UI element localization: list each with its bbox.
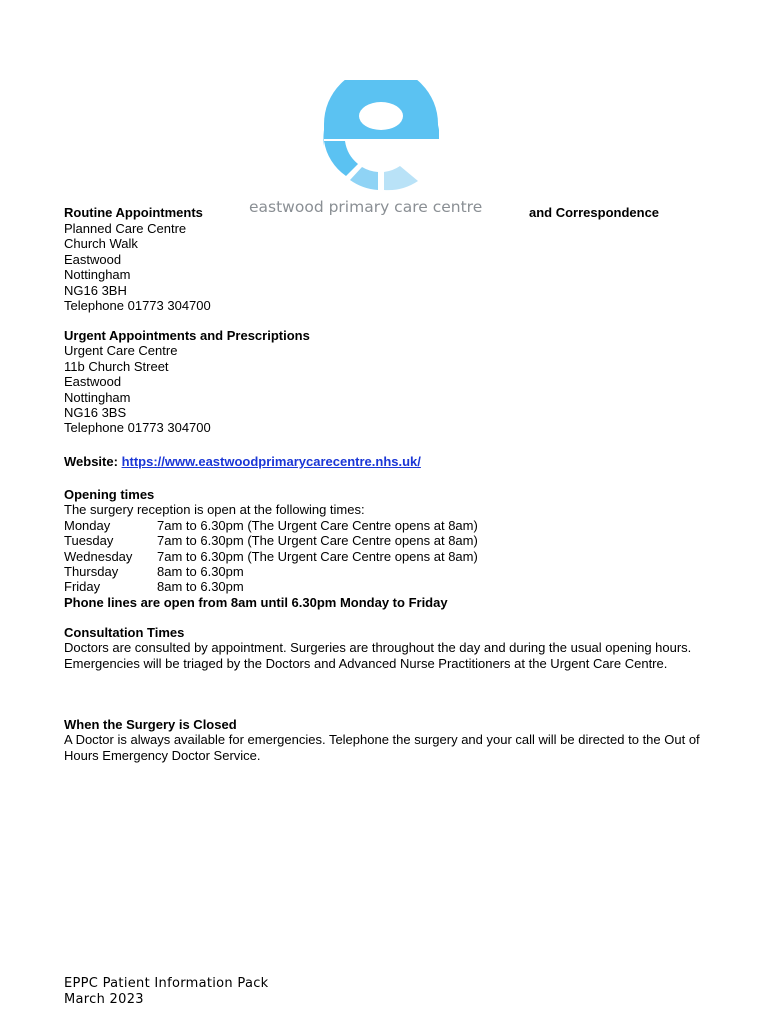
urgent-address-line: Eastwood (64, 374, 122, 390)
consultation-heading: Consultation Times (64, 625, 185, 640)
routine-heading: Routine Appointments (64, 205, 203, 220)
hours-row (64, 518, 714, 533)
hours-row (64, 564, 714, 579)
website-row (64, 454, 421, 470)
hours-day: Friday (64, 579, 101, 595)
website-link[interactable]: https://www.eastwoodprimarycarecentre.nhs.uk/ (121, 454, 421, 469)
eastwood-e-logo-icon (318, 80, 446, 192)
urgent-telephone: Telephone 01773 304700 (64, 420, 211, 436)
routine-address-line: Nottingham (64, 267, 131, 283)
hours-time: 7am to 6.30pm (The Urgent Care Centre opens at 8am) (157, 517, 478, 533)
consultation-paragraph: Doctors are consulted by appointment. Surgeries are throughout the day and during the usual opening hours. (64, 640, 692, 656)
hours-row (64, 533, 714, 548)
emergencies-paragraph: Emergencies will be triaged by the Doctors and Advanced Nurse Practitioners at the Urgent Care Centre. (64, 655, 668, 671)
urgent-section (64, 328, 310, 436)
urgent-address-line: Urgent Care Centre (64, 343, 178, 359)
hours-time: 7am to 6.30pm (The Urgent Care Centre opens at 8am) (157, 548, 478, 564)
consultation-section (64, 625, 714, 671)
hours-time: 8am to 6.30pm (157, 563, 244, 579)
hours-row (64, 579, 714, 594)
urgent-heading: Urgent Appointments and Prescriptions (64, 328, 310, 343)
urgent-address-line: 11b Church Street (64, 358, 169, 374)
routine-address-line: Planned Care Centre (64, 221, 187, 236)
opening-heading: Opening times (64, 487, 155, 502)
logo-wordmark: eastwood primary care centre (249, 198, 483, 216)
routine-address-line: Church Walk (64, 236, 138, 252)
urgent-address-line: NG16 3BS (64, 405, 127, 421)
hours-time: 8am to 6.30pm (157, 579, 244, 595)
hours-row (64, 549, 714, 564)
routine-address-line: NG16 3BH (64, 282, 127, 298)
closed-paragraph: A Doctor is always available for emergencies. Telephone the surgery and your call will be directed to the Out of Hours Emergency Doctor Service. (64, 732, 700, 763)
routine-address (64, 221, 211, 313)
hours-day: Tuesday (64, 533, 114, 549)
footer-date: March 2023 (64, 992, 144, 1007)
hours-day: Thursday (64, 563, 119, 579)
hours-day: Wednesday (64, 548, 133, 564)
page-footer (64, 976, 268, 1008)
routine-telephone: Telephone 01773 304700 (64, 298, 211, 314)
hours-time: 7am to 6.30pm (The Urgent Care Centre opens at 8am) (157, 533, 478, 549)
footer-title: EPPC Patient Information Pack (64, 976, 269, 991)
closed-heading: When the Surgery is Closed (64, 717, 237, 732)
closed-section (64, 717, 714, 763)
hours-day: Monday (64, 517, 111, 533)
website-label: Website: (64, 454, 118, 469)
opening-section (64, 487, 714, 610)
routine-heading-continuation: and Correspondence (529, 205, 660, 220)
opening-intro: The surgery reception is open at the following times: (64, 502, 365, 518)
urgent-address-line: Nottingham (64, 389, 131, 405)
routine-address-line: Eastwood (64, 251, 122, 267)
phone-lines-note: Phone lines are open from 8am until 6.30pm Monday to Friday (64, 594, 448, 610)
